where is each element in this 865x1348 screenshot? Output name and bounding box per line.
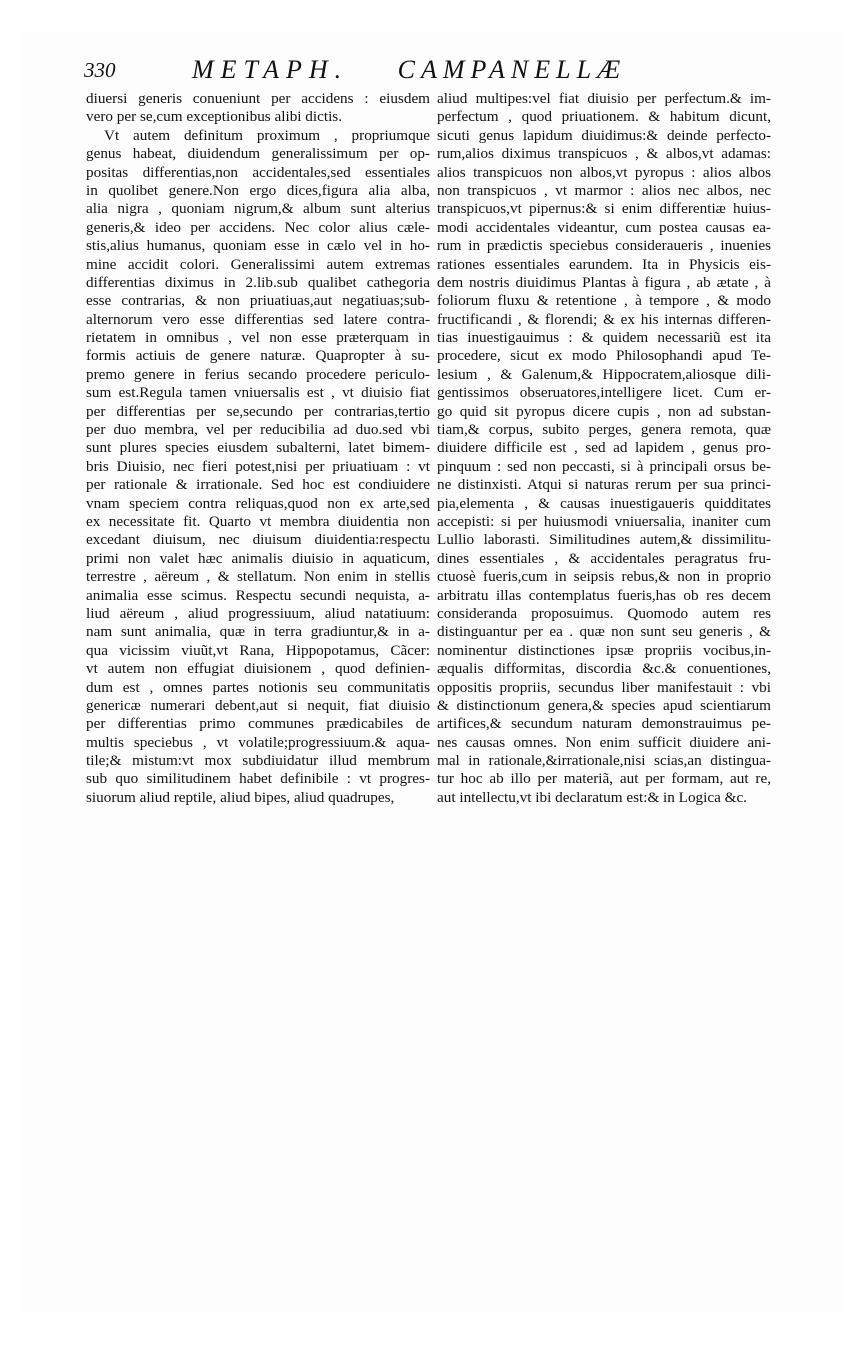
text-line: esse contrarias, & non priuatiuas,aut negatiuas;sub- [86,292,430,310]
text-line: tias inuestigauimus : & quidem necessariũ est ita [437,329,771,347]
text-line: ex necessitate fit. Quarto vt membra diuidentia non [86,512,430,530]
page-number: 330 [84,58,116,82]
text-line: Lullio laborasti. Similitudines autem,& dissimilitu- [437,531,771,549]
text-line: genus habeat, diuidendum generalissimum per op- [86,145,430,163]
text-line: sicuti genus lapidum diuidimus:& deinde perfecto- [437,126,771,144]
right-text-column [437,90,771,807]
text-line: excedant diuisum, nec diuisum diuidentia:respectu [86,531,430,549]
text-line: nam sunt animalia, quæ in terra gradiuntur,& in a- [86,623,430,641]
text-line: go quid sit pyropus dicere cupis , non ad substan- [437,402,771,420]
text-line: stis,alius humanus, quoniam esse in cælo vel in ho- [86,237,430,255]
text-line: pia,elementa , & causas inuestigaueris quidditates [437,494,771,512]
text-line: dines essentiales , & accidentales peragratus fru- [437,549,771,567]
page-header [84,55,684,92]
text-line: tur hoc ab illo per materiã, aut per formam, aut re, [437,770,771,788]
text-line: transpicuos,vt pipernus:& si enim differentiæ huius- [437,200,771,218]
text-line: sum est.Regula tamen vniuersalis est , vt diuisio fiat [86,384,430,402]
left-text-column [86,90,430,807]
text-line: æqualis difformitas, discordia &c.& conuentiones, [437,660,771,678]
text-line: premo genere in ferius secando procedere periculo- [86,365,430,383]
text-line: dum est , omnes partes notionis seu communitatis [86,678,430,696]
text-line: ctuosè fueris,cum in seipsis rebus,& non in proprio [437,568,771,586]
text-line: Vt autem definitum proximum , propriumque [104,126,430,144]
text-line: differentias diximus in 2.lib.sub qualibet cathegoria [86,273,430,291]
text-line: rationes essentiales earundem. Ita in Physicis eis- [437,255,771,273]
text-line: perfectum , quod priuationem. & habitum dicunt, [437,108,771,126]
text-line: foliorum fluxu & retentione , à tempore , & modo [437,292,771,310]
text-line: bris Diuisio, nec fieri potest,nisi per priuatiuam : vt [86,457,430,475]
text-line: terrestre , aëreum , & stellatum. Non enim in stellis [86,568,430,586]
text-line: ne distinxisti. Atqui si naturas rerum per sua princi- [437,476,771,494]
text-line: per duo membra, vel per reducibilia ad duo.sed vbi [86,421,430,439]
text-line: per rationale & irrationale. Sed hoc est condiuidere [86,476,430,494]
text-line: vt autem non effugiat diuisionem , quod definien- [86,660,430,678]
text-line: vero per se,cum exceptionibus alibi dictis. [86,108,343,126]
text-line: distinguantur per ea . quæ non sunt seu generis , & [437,623,771,641]
text-line: alia nigra , quoniam nigrum,& album sunt alterius [86,200,430,218]
text-line: primi non valet hæc animalis diuisio in aquaticum, [86,549,430,567]
text-line: diuidere difficile est , sed ad lapidem , genus pro- [437,439,771,457]
text-line: per differentias primo communes prædicabiles de [86,715,430,733]
text-line: diuersi generis conueniunt per accidens : eiusdem [86,90,430,107]
text-line: nominentur distinctiones ipsæ propriis vocibus,in- [437,641,771,659]
text-line: alternorum vero esse differentias sed latere contra- [86,310,430,328]
text-line: animalia esse scimus. Respectu secundi nequista, a- [86,586,430,604]
text-line: modi accidentales videantur, cum postea causas ea- [437,218,771,236]
text-line: positas differentias,non accidentales,sed essentiales [86,163,430,181]
text-line: nes causas omnes. Non enim sufficit diuidere ani- [437,733,771,751]
running-head [192,55,626,85]
text-line: consideranda proposuimus. Quomodo autem res [437,604,771,622]
text-line: accepisti: si per huiusmodi vniuersalia, inaniter cum [437,512,771,530]
text-line: rum in prædictis speciebus consideraueris , inuenies [437,237,771,255]
text-line: siuorum aliud reptile, aliud bipes, aliud quadrupes, [86,788,395,806]
text-line: generis,& ideo per accidens. Nec color alius cæle- [86,218,430,236]
text-line: mal in rationale,&irrationale,nisi scias,an distingua- [437,752,771,770]
text-line: vnam speciem contra reliquas,quod non ex arte,sed [86,494,430,512]
text-line: alios transpicuos non albos,vt pyropus : alios albos [437,163,771,181]
text-line: fructificandi , & florendi; & ex his internas differen- [437,310,771,328]
text-line: aliud multipes:vel fiat diuisio per perfectum.& im- [437,90,771,107]
text-line: in quolibet genere.Non ergo dices,figura alia alba, [86,181,430,199]
text-line: aut intellectu,vt ibi declaratum est:& in Logica &c. [437,788,747,806]
text-line: pinquum : sed non peccasti, si à principali orsus be- [437,457,771,475]
text-line: sub quo similitudinem habet definibile : vt progres- [86,770,430,788]
text-line: qua vicissim viuũt,vt Rana, Hippopotamus, Cãcer: [86,641,430,659]
text-line: dem nostris diuidimus Plantas à figura , ab ætate , à [437,273,771,291]
text-line: artifices,& secundum naturam demonstrauimus pe- [437,715,771,733]
text-line: procedere, sicut ex modo Philosophandi apud Te- [437,347,771,365]
text-line: & distinctionum genera,& species apud scientiarum [437,696,771,714]
text-line: mine accidit colori. Generalissimi autem extremas [86,255,430,273]
text-line: per differentias per se,secundo per contrarias,tertio [86,402,430,420]
text-line: liud aëreum , aliud progressiuum, aliud natatiuum: [86,604,430,622]
text-line: lesium , & Galenum,& Hippocratem,aliosque dili- [437,365,771,383]
text-line: oppositis propriis, secundus liber manifestauit : vbi [437,678,771,696]
text-line: rum,alios diximus transpicuos , & albos,vt adamas: [437,145,771,163]
running-head-title: METAPH. [192,55,349,84]
running-head-author: CAMPANELLÆ [397,55,627,84]
text-line: non transpicuos , vt marmor : alios nec albos, nec [437,181,771,199]
text-line: multis speciebus , vt volatile;progressiuum.& aqua- [86,733,430,751]
text-line: gentissimos obseruatores,intelligere licet. Cum er- [437,384,771,402]
text-line: genericæ numerari debent,aut si nequit, fiat diuisio [86,696,430,714]
text-line: arbitratu illas contemplatus fueris,has ob res decem [437,586,771,604]
text-line: formis actiuis de genere naturæ. Quapropter à su- [86,347,430,365]
text-line: tiam,& corpus, subito perges, genera remota, quæ [437,421,771,439]
text-line: sunt plures species eiusdem subalterni, latet bimem- [86,439,430,457]
text-line: tile;& mistum:vt mox subdiuidatur illud membrum [86,752,430,770]
text-line: rietatem in omnibus , vel non esse præterquam in [86,329,430,347]
